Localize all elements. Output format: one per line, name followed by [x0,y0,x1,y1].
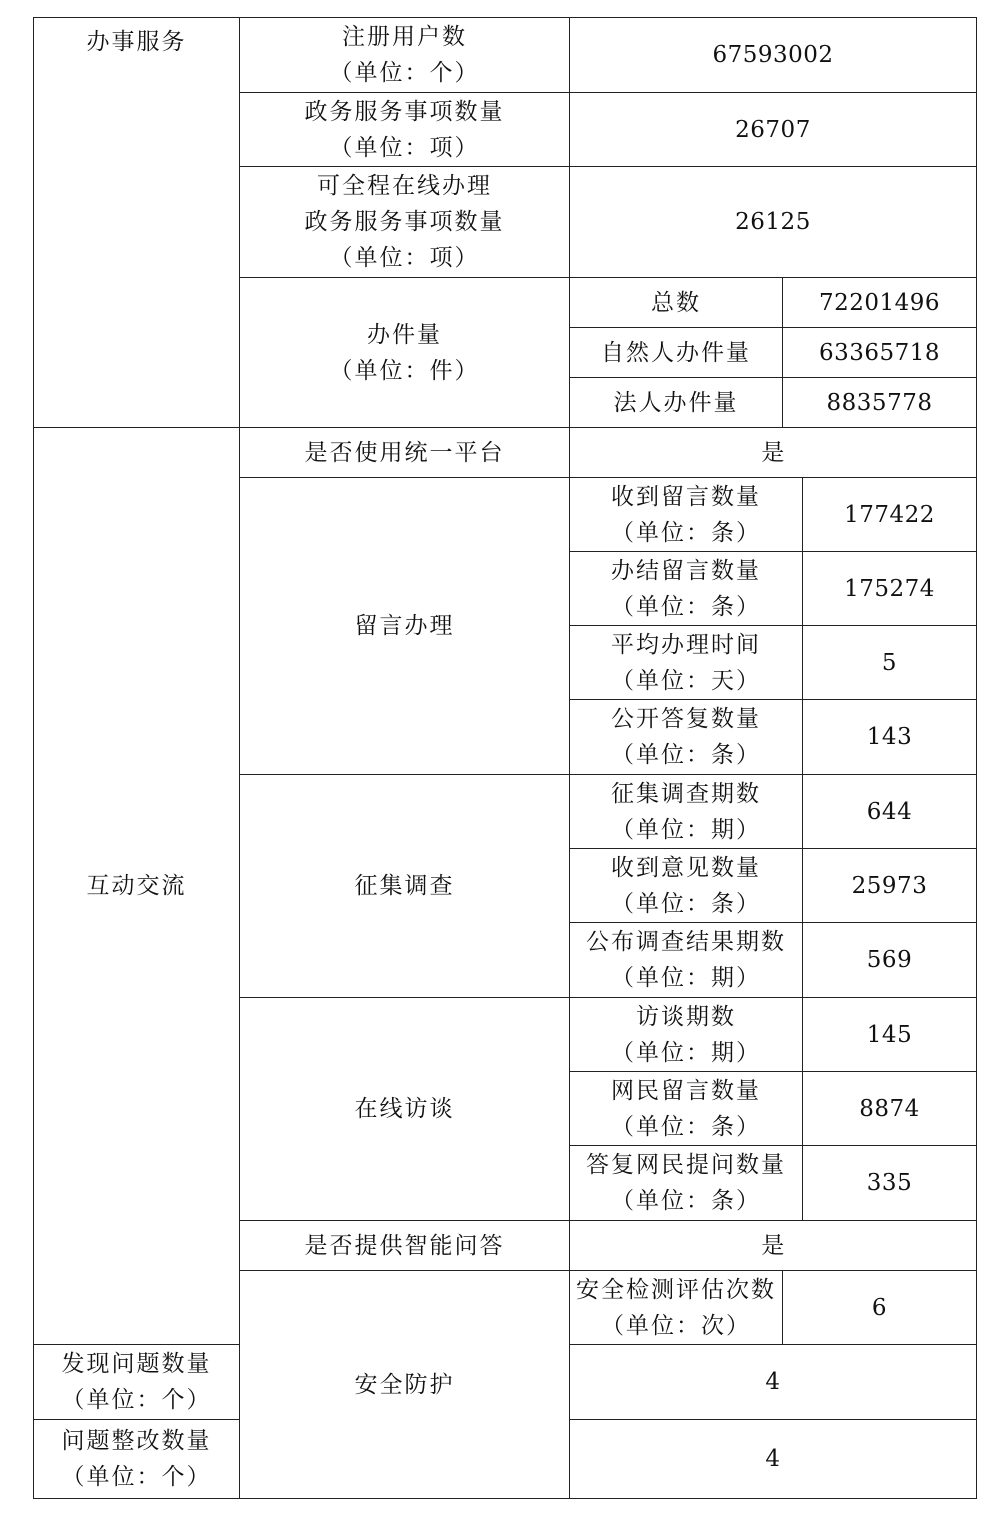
sub-label-messages-closed [570,552,803,626]
label-line: 收到意见数量 [611,854,761,881]
sub-value-survey-results: 569 [803,923,977,998]
label-unit: （单位：期） [611,816,761,843]
label-line: 安全检测评估次数 [576,1276,776,1303]
sub-label-public-replies [570,700,803,775]
row-label-unified-platform: 是否使用统一平台 [240,428,570,478]
sub-label-case-natural: 自然人办件量 [570,328,783,378]
statistics-table [33,17,977,1499]
sub-value-case-total: 72201496 [783,278,977,328]
sub-value-answered-questions: 335 [803,1146,977,1221]
row-label-survey: 征集调查 [240,775,570,998]
sub-label-messages-received [570,478,803,552]
sub-label-case-legal: 法人办件量 [570,378,783,428]
section-name-service: 办事服务 [34,18,240,428]
row-label-smart-qa: 是否提供智能问答 [240,1221,570,1271]
label-unit: （单位：件） [329,357,480,384]
label-unit: （单位：次） [601,1312,751,1339]
label-unit: （单位：项） [329,134,480,161]
row-label-issues-fixed [34,1420,240,1499]
row-label-message-handling: 留言办理 [240,478,570,775]
value-security-checks: 6 [783,1271,977,1345]
section-name-security: 安全防护 [240,1271,570,1499]
row-label-online-items [240,167,570,278]
row-label-security-checks [570,1271,783,1345]
value-issues-found: 4 [570,1345,977,1420]
sub-value-netizen-messages: 8874 [803,1072,977,1146]
label-unit: （单位：条） [611,742,761,768]
sub-value-public-replies: 143 [803,700,977,775]
row-label-registered-users [240,18,570,93]
label-line: 问题整改数量 [61,1428,212,1454]
label-line: 收到留言数量 [611,483,761,510]
sub-label-netizen-messages [570,1072,803,1146]
sub-value-case-natural: 63365718 [783,328,977,378]
label-unit: （单位：个） [61,1387,212,1413]
label-unit: （单位：条） [611,1113,761,1140]
label-unit: （单位：个） [329,60,480,86]
label-line: 公开答复数量 [611,706,761,732]
label-line: 发现问题数量 [61,1351,212,1377]
sub-value-messages-closed: 175274 [803,552,977,626]
value-issues-fixed: 4 [570,1420,977,1499]
label-line: 办件量 [367,321,442,348]
value-service-items: 26707 [570,93,977,167]
label-unit: （单位：项） [329,245,480,271]
label-line: 办结留言数量 [611,557,761,584]
label-unit: （单位：条） [611,1188,761,1214]
label-line: 政务服务事项数量 [304,98,505,125]
label-line: 访谈期数 [636,1003,736,1030]
row-label-online-interview: 在线访谈 [240,998,570,1221]
label-unit: （单位：条） [611,519,761,546]
sub-value-avg-handling-time: 5 [803,626,977,700]
sub-value-survey-periods: 644 [803,775,977,849]
label-line: 公布调查结果期数 [586,929,786,955]
row-label-case-volume [240,278,570,428]
label-line: 注册用户数 [342,24,467,50]
sub-label-opinions-received [570,849,803,923]
label-unit: （单位：天） [611,667,761,694]
value-online-items: 26125 [570,167,977,278]
sub-value-opinions-received: 25973 [803,849,977,923]
label-unit: （单位：期） [611,965,761,991]
sub-label-survey-results [570,923,803,998]
sub-value-interview-periods: 145 [803,998,977,1072]
sub-label-survey-periods [570,775,803,849]
label-line: 答复网民提问数量 [586,1152,786,1178]
sub-label-case-total: 总数 [570,278,783,328]
row-label-service-items [240,93,570,167]
label-line: 网民留言数量 [611,1077,761,1104]
label-line: 政务服务事项数量 [304,209,505,235]
row-label-issues-found [34,1345,240,1420]
sub-label-answered-questions [570,1146,803,1221]
value-registered-users: 67593002 [570,18,977,93]
sub-value-messages-received: 177422 [803,478,977,552]
label-line: 可全程在线办理 [317,173,492,199]
value-unified-platform: 是 [570,428,977,478]
section-name-interaction: 互动交流 [34,428,240,1345]
label-line: 平均办理时间 [611,631,761,658]
sub-label-interview-periods [570,998,803,1072]
sub-label-avg-handling-time [570,626,803,700]
sub-value-case-legal: 8835778 [783,378,977,428]
label-unit: （单位：个） [61,1464,212,1490]
label-unit: （单位：条） [611,890,761,917]
label-unit: （单位：条） [611,593,761,620]
label-unit: （单位：期） [611,1039,761,1066]
label-line: 征集调查期数 [611,780,761,807]
value-smart-qa: 是 [570,1221,977,1271]
